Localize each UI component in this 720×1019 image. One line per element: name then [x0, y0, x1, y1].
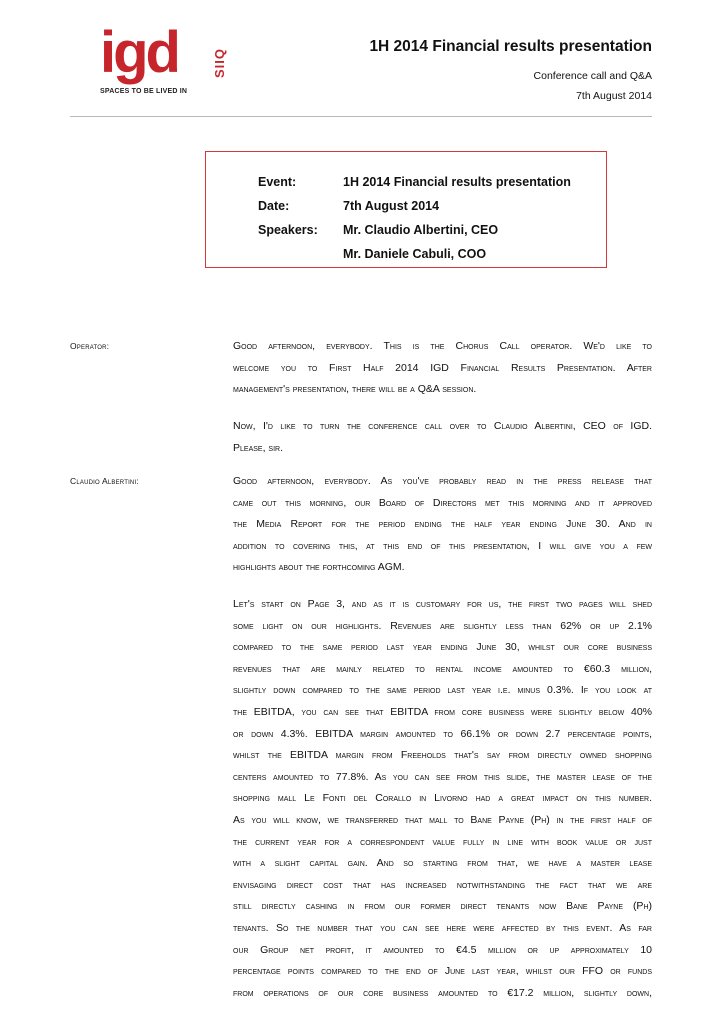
logo-tagline: SPACES TO BE LIVED IN — [100, 88, 188, 95]
text-line: came out this morning, our Board of Directors met this morning and it approved — [233, 496, 652, 509]
text-line: or down 4.3%. EBITDA margin amounted to 66.1% or down 2.7 percentage points, — [233, 727, 652, 740]
text-line: centers amounted to 77.8%. As you can see from this slide, the master lease of the — [233, 770, 652, 783]
event-info-box — [205, 151, 607, 268]
text-line: slightly down compared to the same period last year i.e. minus 0.3%. If you look at — [233, 684, 652, 697]
text-line: still directly cashing in from our former direct tenants now Bane Payne (Ph) — [233, 900, 652, 913]
date-row — [258, 199, 439, 213]
document-title: 1H 2014 Financial results presentation — [369, 38, 652, 55]
text-line: addition to covering this, at this end of this presentation, I will give you a few — [233, 539, 652, 552]
text-line: percentage points compared to the end of June last year, whilst our FFO or funds — [233, 965, 652, 978]
text-line: Let's start on Page 3, and as it is customary for us, the first two pages will shed — [233, 598, 652, 610]
text-line: As you will know, we transferred that mall to Bane Payne (Ph) in the first half of — [233, 813, 652, 826]
text-line: compared to the same period last year ending June 30, whilst our core business — [233, 641, 652, 654]
text-line: envisaging direct cost that has increased notwithstanding the fact that we are — [233, 878, 652, 891]
text-line: our Group net profit, it amounted to €4.5 million or up approximately 10 — [233, 943, 652, 956]
albertini-paragraph-1 — [233, 473, 652, 581]
logo-letters: igd — [100, 20, 178, 85]
igd-logo — [100, 20, 270, 102]
albertini-paragraph-2 — [233, 596, 652, 1006]
text-line: Good afternoon, everybody. This is the Chorus Call operator. We'd like to — [233, 340, 652, 352]
document-date: 7th August 2014 — [576, 90, 652, 102]
text-line: welcome you to First Half 2014 IGD Financial Results Presentation. After — [233, 361, 652, 374]
speaker-2: Mr. Daniele Cabuli, COO — [343, 247, 487, 261]
event-label: Event: — [258, 175, 297, 189]
logo-siiq: SIIQ — [212, 47, 227, 78]
text-line: management's presentation, there will be a Q&A session. — [233, 383, 477, 396]
event-row — [258, 175, 571, 189]
speaker-1: Mr. Claudio Albertini, CEO — [343, 223, 499, 237]
speakers-label: Speakers: — [258, 223, 318, 237]
text-line: tenants. So the number that you can see here were affected by this event. As far — [233, 921, 652, 934]
text-line: the Media Report for the period ending the half year ending June 30. And in — [233, 518, 652, 531]
text-line: Now, I'd like to turn the conference call over to Claudio Albertini, CEO of IGD. — [233, 420, 652, 432]
date-value: 7th August 2014 — [343, 199, 440, 213]
text-line: the current year for a correspondent value fully in line with book value or just — [233, 835, 652, 848]
text-line: Please, sir. — [233, 441, 283, 454]
speakers-row — [258, 223, 498, 237]
text-line: shopping mall Le Fonti del Corallo in Livorno had a great impact on this number. — [233, 792, 652, 805]
text-line: revenues that are mainly related to rental income amounted to €60.3 million, — [233, 662, 652, 675]
operator-paragraph-1 — [233, 338, 652, 403]
speaker-label-operator: Operator: — [70, 341, 110, 351]
document-subtitle: Conference call and Q&A — [533, 70, 652, 82]
text-line: whilst the EBITDA margin from Freeholds that's say from directly owned shopping — [233, 749, 652, 762]
speakers-row-2 — [258, 247, 486, 261]
text-line: the EBITDA, you can see that EBITDA from core business were slightly below 40% — [233, 705, 652, 718]
text-line: from operations of our core business amounted to €17.2 million, slightly down, — [233, 986, 652, 999]
text-line: Good afternoon, everybody. As you've probably read in the press release that — [233, 475, 652, 487]
text-line: highlights about the forthcoming AGM. — [233, 561, 405, 574]
speaker-label-albertini: Claudio Albertini: — [70, 476, 139, 486]
header-divider — [70, 116, 652, 117]
date-label: Date: — [258, 199, 290, 213]
text-line: with a slight capital gain. And so starting from that, we have a master lease — [233, 857, 652, 870]
text-line: some light on our highlights. Revenues are slightly less than 62% or up 2.1% — [233, 619, 652, 632]
operator-paragraph-2 — [233, 418, 652, 461]
event-value: 1H 2014 Financial results presentation — [343, 175, 571, 189]
